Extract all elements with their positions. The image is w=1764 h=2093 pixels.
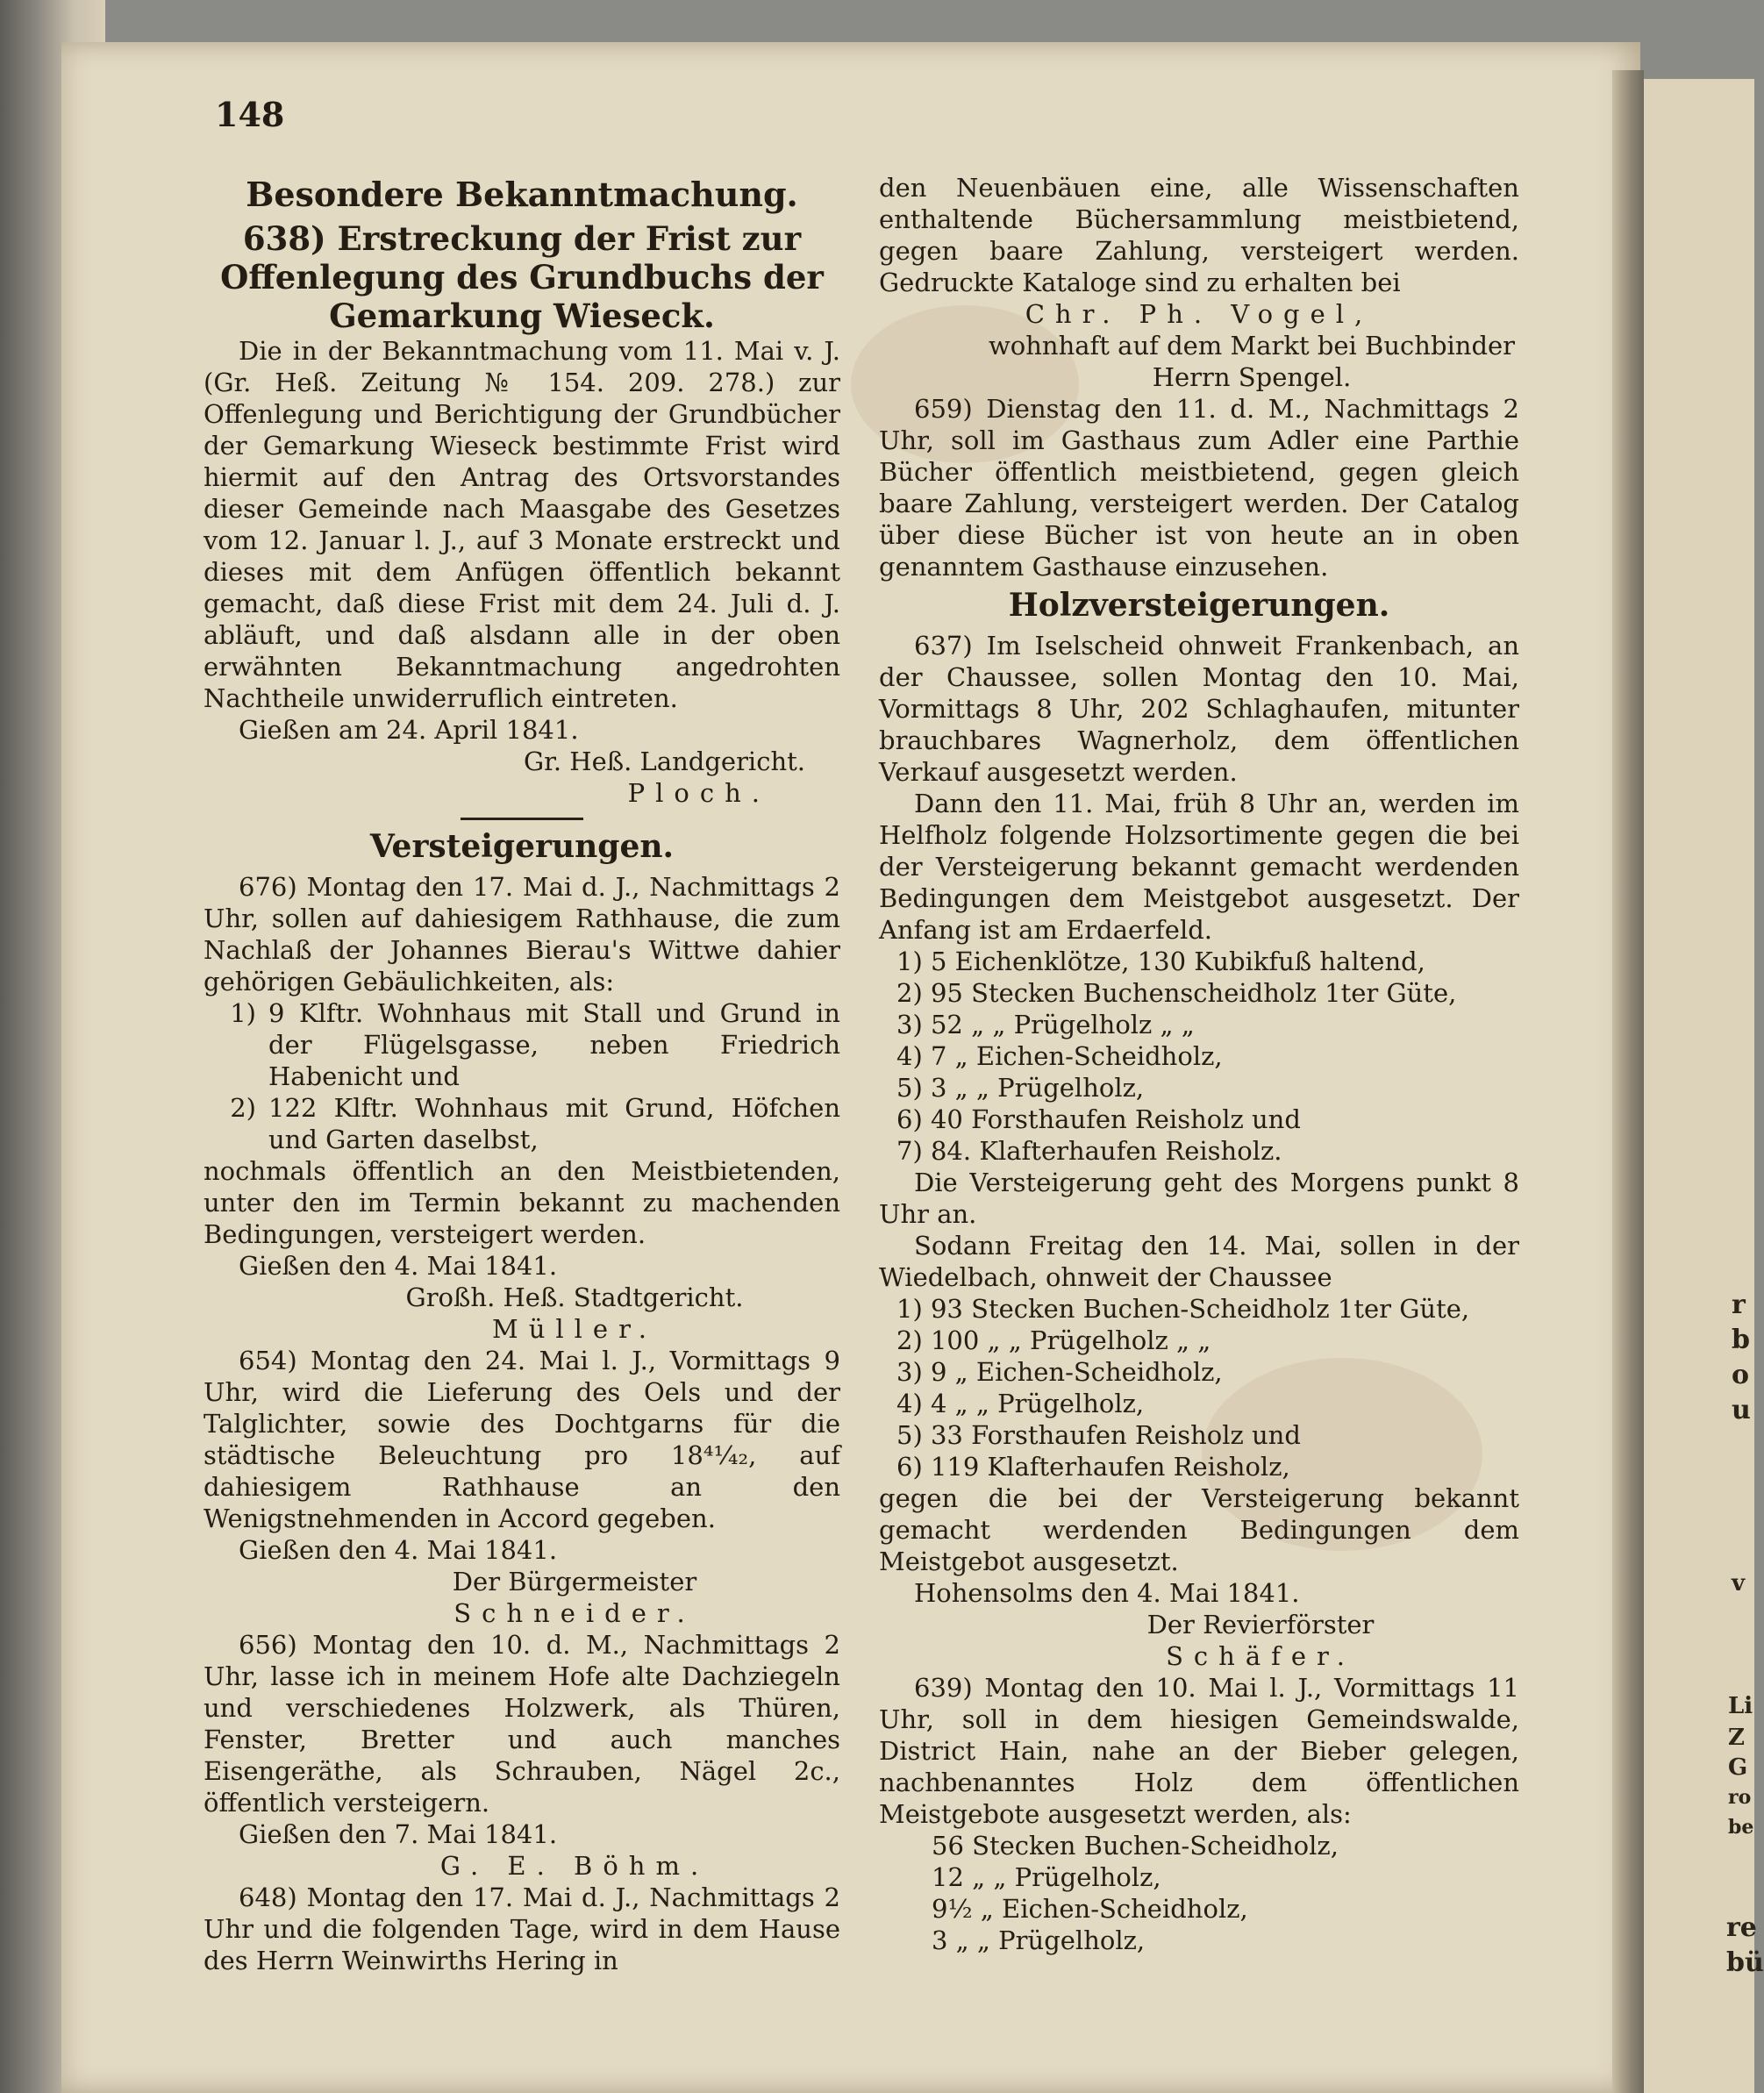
- section-divider: [461, 818, 583, 820]
- notice-637-body: 637) Im Iselscheid ohnweit Frankenbach, an der Chaussee, sollen Montag den 10. Mai, Vormittags 8 Uhr, 202 Schlaghaufen, mitunter brauchbares Wagnerholz, dem öffentlichen Verkauf ausgesetzt werden.: [879, 631, 1519, 787]
- notice-656-place-date: Gießen den 7. Mai 1841.: [239, 1819, 558, 1849]
- notice-639: [879, 1672, 1519, 1956]
- next-page-fragment: o: [1732, 1360, 1750, 1390]
- list-item: 4) 4 „ „ Prügelholz,: [896, 1389, 1145, 1418]
- notice-656-body: 656) Montag den 10. d. M., Nachmittags 2 Uhr, lasse ich in meinem Hofe alte Dachziegeln und verschiedenes Holzwerk, als Thüren, Fenster, Bretter und auch manches Eisengeräthe, als Schrauben, Nägel 2c., öffentlich versteigern.: [204, 1630, 840, 1818]
- notice-654: [204, 1345, 840, 1629]
- list-item: 3) 52 „ „ Prügelholz „ „: [896, 1010, 1195, 1039]
- list-item: [204, 1092, 840, 1155]
- next-page-fragment: r: [1732, 1289, 1746, 1320]
- notice-637-authority: Der Revierförster: [1146, 1610, 1375, 1639]
- notice-648: [204, 1882, 840, 1976]
- list-item-text: 9 Klftr. Wohnhaus mit Stall und Grund in der Flügelsgasse, neben Friedrich Habenicht und: [268, 998, 840, 1091]
- list-item: 5) 3 „ „ Prügelholz,: [896, 1073, 1145, 1103]
- notice-654-authority: Der Bürgermeister: [452, 1567, 697, 1597]
- notice-648-continued-body: den Neuenbäuen eine, alle Wissenschaften enthaltende Büchersammlung meistbietend, gegen baare Zahlung, versteigert werden. Gedruckte Kataloge sind zu erhalten bei: [879, 173, 1519, 297]
- notice-676-authority: Großh. Heß. Stadtgericht.: [405, 1282, 744, 1312]
- list-item: 1) 5 Eichenklötze, 130 Kubikfuß haltend,: [896, 946, 1425, 976]
- notice-637-time-note: Die Versteigerung geht des Morgens punkt 8 Uhr an.: [879, 1168, 1519, 1229]
- right-column: [879, 172, 1519, 1956]
- list-item: 4) 7 „ Eichen-Scheidholz,: [896, 1041, 1223, 1071]
- next-page-fragment: Z: [1728, 1725, 1745, 1751]
- list-item: 6) 119 Klafterhaufen Reisholz,: [896, 1452, 1290, 1482]
- notice-637-second: Dann den 11. Mai, früh 8 Uhr an, werden im Helfholz folgende Holzsortimente gegen die bei der Versteigerung bekannt gemacht werdenden Bedingungen dem Meistgebot ausgesetzt. Der Anfang ist am Erdaerfeld.: [879, 789, 1519, 945]
- next-page-fragment: v: [1732, 1570, 1746, 1597]
- list-item-number: 2): [230, 1093, 256, 1123]
- next-page-fragment: u: [1732, 1395, 1751, 1425]
- list-item: 5) 33 Forsthaufen Reisholz und: [896, 1420, 1301, 1450]
- notice-676-place-date: Gießen den 4. Mai 1841.: [239, 1251, 558, 1281]
- list-item: 56 Stecken Buchen-Scheidholz,: [932, 1831, 1339, 1861]
- next-page-fragment: ro: [1728, 1786, 1752, 1809]
- notice-638-authority: Gr. Heß. Landgericht.: [524, 746, 805, 776]
- list-item: 2) 95 Stecken Buchenscheidholz 1ter Güte,: [896, 978, 1457, 1008]
- notice-676-closing: nochmals öffentlich an den Meistbietenden, unter den im Termin bekannt zu machenden Bedingungen, versteigert werden.: [204, 1156, 840, 1249]
- notice-676: [204, 871, 840, 1345]
- heading-special-notice: Besondere Bekanntmachung.: [246, 175, 798, 214]
- list-item: 6) 40 Forsthaufen Reisholz und: [896, 1104, 1301, 1134]
- next-page-fragment: bü: [1726, 1947, 1764, 1978]
- list-item-text: 122 Klftr. Wohnhaus mit Grund, Höfchen und Garten daselbst,: [268, 1093, 840, 1154]
- list-item: 2) 100 „ „ Prügelholz „ „: [896, 1325, 1211, 1355]
- notice-654-place-date: Gießen den 4. Mai 1841.: [239, 1535, 558, 1565]
- notice-648-signer: Chr. Ph. Vogel,: [1025, 299, 1374, 329]
- notice-637-closing: gegen die bei der Versteigerung bekannt gemacht werdenden Bedingungen dem Meistgebot ausgesetzt.: [879, 1483, 1519, 1576]
- notice-637-place-date: Hohensolms den 4. Mai 1841.: [914, 1578, 1300, 1608]
- notice-637-third: Sodann Freitag den 14. Mai, sollen in der Wiedelbach, ohnweit der Chaussee: [879, 1231, 1519, 1292]
- notice-637: [879, 630, 1519, 1672]
- next-page-fragment: G: [1728, 1754, 1748, 1781]
- left-column: [204, 172, 840, 1976]
- list-item: 3) 9 „ Eichen-Scheidholz,: [896, 1357, 1223, 1387]
- notice-656: [204, 1629, 840, 1882]
- notice-656-signer: G. E. Böhm.: [439, 1851, 710, 1881]
- next-page-fragment: re: [1726, 1912, 1757, 1943]
- notice-659: [879, 393, 1519, 582]
- notice-659-body: 659) Dienstag den 11. d. M., Nachmittags 2 Uhr, soll im Gasthaus zum Adler eine Parthie Bücher öffentlich meistbietend, gegen gleich baare Zahlung, versteigert werden. Der Catalog über diese Bücher ist von heute an in oben genanntem Gasthause einzusehen.: [879, 394, 1519, 582]
- notice-648-continued: [879, 172, 1519, 393]
- next-page-fragment: b: [1732, 1325, 1750, 1355]
- notice-676-intro: 676) Montag den 17. Mai d. J., Nachmittags 2 Uhr, sollen auf dahiesigem Rathhause, die zum Nachlaß der Johannes Bierau's Wittwe dahier gehörigen Gebäulichkeiten, als:: [204, 872, 840, 996]
- notice-638: [204, 219, 840, 809]
- page-gutter: [1612, 70, 1644, 2093]
- notice-648-signer-note: wohnhaft auf dem Markt bei Buchbinder Herrn Spengel.: [988, 331, 1516, 392]
- next-page-edge: [1644, 79, 1764, 2093]
- heading-auctions: Versteigerungen.: [369, 828, 675, 865]
- next-page-fragment: Li: [1728, 1693, 1753, 1719]
- notice-638-signer: Ploch.: [627, 778, 770, 808]
- list-item: 3 „ „ Prügelholz,: [932, 1925, 1146, 1955]
- notice-676-signer: Müller.: [492, 1314, 657, 1344]
- next-page-fragment: be: [1728, 1816, 1754, 1839]
- notice-654-signer: Schneider.: [453, 1598, 696, 1628]
- list-item-number: 1): [230, 998, 256, 1028]
- notice-638-body: Die in der Bekanntmachung vom 11. Mai v. J. (Gr. Heß. Zeitung № 154. 209. 278.) zur Offenlegung und Berichtigung der Grundbücher der Gemarkung Wieseck bestimmte Frist wird hiermit auf den Antrag des Ortsvorstandes dieser Gemeinde nach Maasgabe des Gesetzes vom 12. Januar l. J., auf 3 Monate erstreckt und dieses mit dem Anfügen öffentlich bekannt gemacht, daß diese Frist mit dem 24. Juli d. J. abläuft, und daß alsdann alle in der oben erwähnten Bekanntmachung angedrohten Nachtheile unwiderruflich eintreten.: [204, 336, 840, 713]
- notice-638-place-date: Gießen am 24. April 1841.: [239, 715, 579, 745]
- notice-654-body: 654) Montag den 24. Mai l. J., Vormittags 9 Uhr, wird die Lieferung des Oels und der Talglichter, sowie des Dochtgarns für die städtische Beleuchtung pro 18⁴¹⁄₄₂, auf dahiesigem Rathhause an den Wenigstnehmenden in Accord gegeben.: [204, 1346, 840, 1533]
- list-item: 1) 93 Stecken Buchen-Scheidholz 1ter Güte,: [896, 1294, 1470, 1324]
- heading-wood-auctions: Holzversteigerungen.: [1008, 587, 1390, 624]
- list-item: 9½ „ Eichen-Scheidholz,: [932, 1894, 1248, 1924]
- list-item: 12 „ „ Prügelholz,: [932, 1862, 1161, 1892]
- notice-639-body: 639) Montag den 10. Mai l. J., Vormittags 11 Uhr, soll in dem hiesigen Gemeindswalde, District Hain, nahe an der Bieber gelegen, nachbenanntes Holz dem öffentlichen Meistgebote ausgesetzt werden, als:: [879, 1673, 1519, 1829]
- list-item: 7) 84. Klafterhaufen Reisholz.: [896, 1136, 1282, 1166]
- notice-648-body: 648) Montag den 17. Mai d. J., Nachmittags 2 Uhr und die folgenden Tage, wird in dem Hause des Herrn Weinwirths Hering in: [204, 1882, 840, 1975]
- notice-638-title: 638) Erstreckung der Frist zur Offenlegung des Grundbuchs der Gemarkung Wieseck.: [220, 219, 824, 335]
- page-number: 148: [215, 95, 285, 134]
- list-item: [204, 997, 840, 1092]
- notice-637-signer: Schäfer.: [1166, 1641, 1355, 1671]
